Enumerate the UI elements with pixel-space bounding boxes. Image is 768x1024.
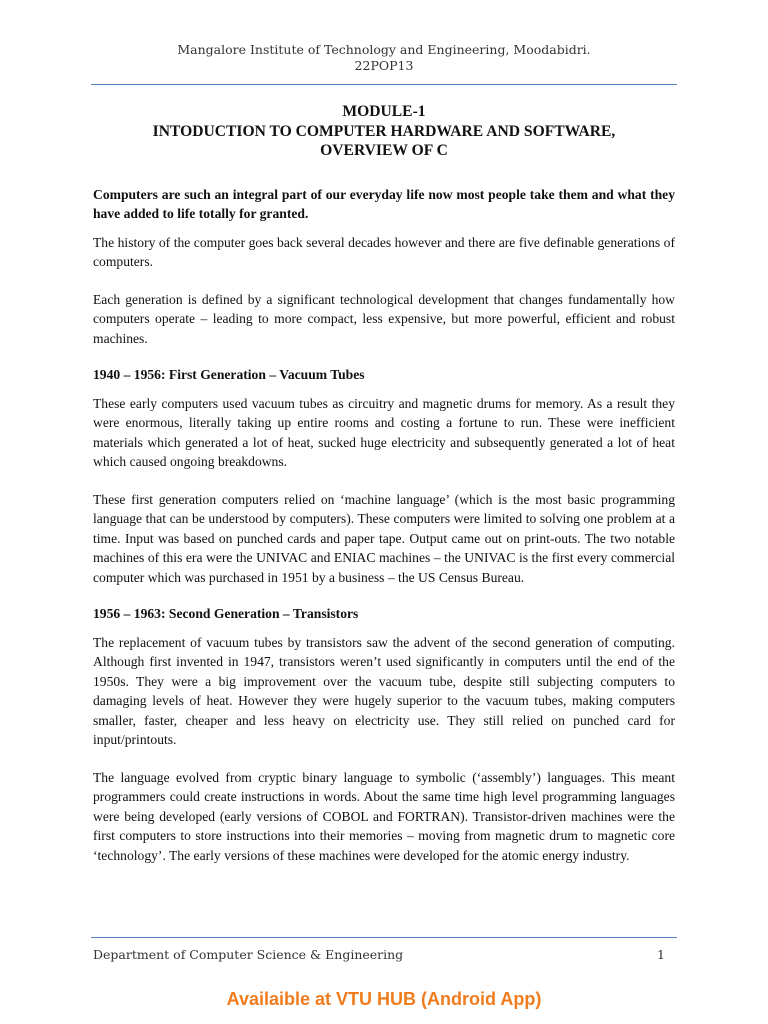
module-heading-line1: INTODUCTION TO COMPUTER HARDWARE AND SOFTWARE, — [152, 122, 616, 140]
module-title — [93, 102, 675, 161]
footer-department: Department of Computer Science & Engineering — [93, 947, 404, 962]
module-heading-line2: OVERVIEW OF C — [320, 142, 448, 159]
lead-paragraph: Computers are such an integral part of our everyday life now most people take them and what they have added to life totally for granted. — [93, 186, 675, 221]
running-footer — [93, 946, 665, 964]
section-paragraph: The replacement of vacuum tubes by transistors saw the advent of the second generation of computing. Although first invented in 1947, transistors weren’t used significantly in computers until the end of the 1950s. They were a big improvement over the vacuum tube, despite still subjecting computers to damaging levels of heat. However they were hugely superior to the vacuum tubes, making computers smaller, faster, cheaper and less heavy on electricity use. They still relied on punched card for input/printouts. — [93, 634, 675, 747]
section-heading-second-generation: 1956 – 1963: Second Generation – Transistors — [93, 606, 359, 621]
module-number: MODULE-1 — [342, 103, 426, 120]
page-body — [93, 102, 675, 865]
section-paragraph: These first generation computers relied on ‘machine language’ (which is the most basic programming language that can be understood by computers). These computers were limited to solving one problem at a time. Input was based on punched cards and paper tape. Output came out on print-outs. The two notable machines of this era were the UNIVAC and ENIAC machines – the UNIVAC is the first every commercial computer which was purchased in 1951 by a business – the US Census Bureau. — [93, 491, 675, 585]
header-institution: Mangalore Institute of Technology and Engineering, Moodabidri. — [177, 42, 591, 57]
header-rule — [91, 84, 677, 85]
footer-rule — [91, 937, 677, 938]
section-paragraph: The language evolved from cryptic binary language to symbolic (‘assembly’) languages. This meant programmers could create instructions in words. About the same time high level programming languages were being developed (early versions of COBOL and FORTRAN). Transistor-driven machines were the first computers to store instructions into their memories – moving from magnetic drum to magnetic core ‘technology’. The early versions of these machines were developed for the atomic energy industry. — [93, 769, 675, 863]
section-paragraph: These early computers used vacuum tubes as circuitry and magnetic drums for memory. As a result they were enormous, literally taking up entire rooms and costing a fortune to run. These were inefficient materials which generated a lot of heat, sucked huge electricity and subsequently generated a lot of heat which caused ongoing breakdowns. — [93, 395, 675, 469]
header-course-code: 22POP13 — [354, 58, 414, 73]
intro-paragraph: The history of the computer goes back several decades however and there are five definable generations of computers. — [93, 234, 675, 269]
section-heading-first-generation: 1940 – 1956: First Generation – Vacuum Tubes — [93, 367, 365, 382]
availability-banner: Availaible at VTU HUB (Android App) — [226, 989, 542, 1009]
running-header — [0, 42, 768, 74]
intro-paragraph: Each generation is defined by a significant technological development that changes fundamentally how computers operate – leading to more compact, less expensive, but more powerful, efficient and robust machines. — [93, 291, 675, 346]
page-number: 1 — [657, 947, 665, 962]
